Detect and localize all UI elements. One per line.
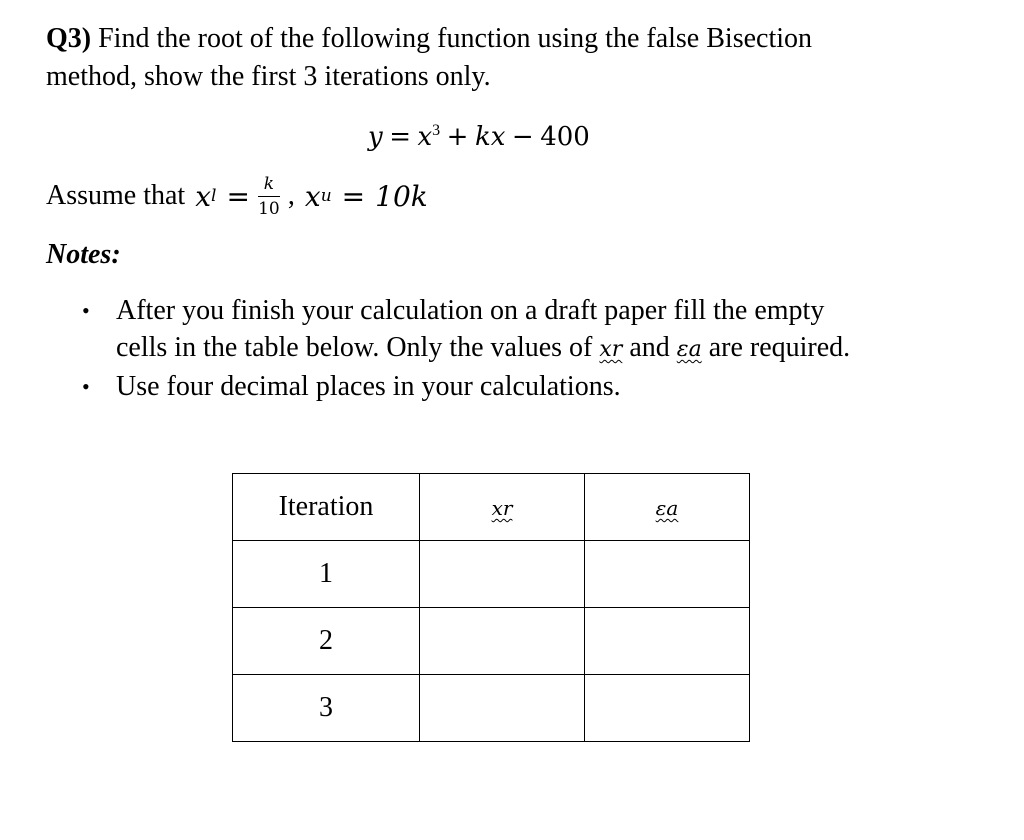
xu-value: 10k	[375, 179, 428, 213]
function-equation: $y = x^3$ + kx − 400	[368, 122, 590, 152]
header-ea: εa	[585, 474, 750, 541]
question-line1: Find the root of the following function using the false Bisection	[98, 23, 812, 54]
table-header-row	[233, 474, 750, 541]
question-text	[46, 20, 946, 96]
ea-cell[interactable]	[585, 675, 750, 742]
bullet-icon: •	[82, 298, 90, 323]
ea-symbol: εa	[676, 337, 702, 362]
header-iteration: Iteration	[233, 474, 420, 541]
assume-prefix: Assume that	[46, 180, 186, 211]
xr-cell[interactable]	[420, 541, 585, 608]
assumption-line: Assume that x l = $\frac{k}{10}$ , x u = 10k	[46, 173, 428, 219]
xr-cell[interactable]	[420, 608, 585, 675]
xl-variable: x	[195, 179, 212, 213]
notes-heading: Notes:	[46, 239, 121, 270]
table-row	[233, 608, 750, 675]
k-over-10-fraction: $\frac{k}{10}$	[258, 173, 280, 219]
iterations-table	[232, 473, 750, 742]
bullet-icon: •	[82, 374, 90, 399]
list-item: • Use four decimal places in your calculations.	[82, 368, 942, 405]
xr-symbol: xr	[599, 337, 623, 362]
table-row	[233, 675, 750, 742]
xr-cell[interactable]	[420, 675, 585, 742]
table-row	[233, 541, 750, 608]
header-xr: xr	[420, 474, 585, 541]
xu-variable: x	[304, 179, 321, 213]
iteration-cell: 1	[233, 541, 420, 608]
list-item: • After you finish your calculation on a draft paper fill the empty cells in the table below. Only the values of xr and εa are required.	[82, 292, 942, 368]
ea-cell[interactable]	[585, 541, 750, 608]
iteration-cell: 2	[233, 608, 420, 675]
question-number: Q3)	[46, 23, 92, 54]
notes-list	[82, 292, 942, 405]
iteration-cell: 3	[233, 675, 420, 742]
ea-cell[interactable]	[585, 608, 750, 675]
question-line2: method, show the first 3 iterations only.	[46, 61, 491, 92]
